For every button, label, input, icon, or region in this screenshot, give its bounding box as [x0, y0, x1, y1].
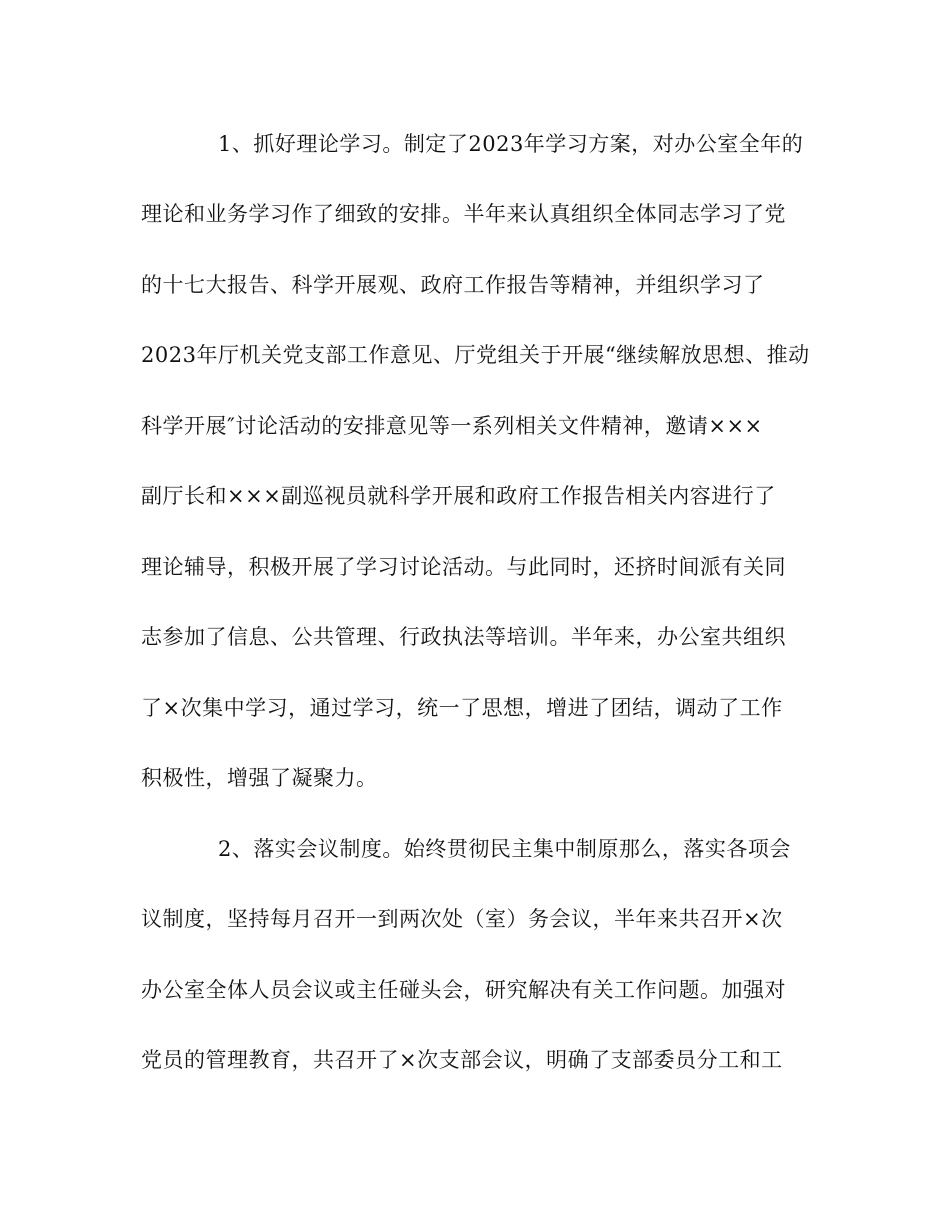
- paragraph-line: 2、落实会议制度。始终贯彻民主集中制原那么，落实各项会: [218, 837, 791, 861]
- paragraph-line: 2023年厅机关党支部工作意见、厅党组关于开展“继续解放思想、推动: [141, 343, 810, 367]
- paragraph-line: 办公室全体人员会议或主任碰头会，研究解决有关工作问题。加强对: [141, 978, 786, 1002]
- paragraph-line: 积极性，增强了凝聚力。: [141, 766, 378, 790]
- paragraph-line: 科学开展″讨论活动的安排意见等一系列相关文件精神，邀请×××: [141, 414, 763, 438]
- paragraph-line: 党员的管理教育，共召开了×次支部会议，明确了支部委员分工和工: [141, 1048, 783, 1072]
- paragraph-line: 理论和业务学习作了细致的安排。半年来认真组织全体同志学习了党: [141, 202, 786, 226]
- paragraph-line: 副厅长和×××副巡视员就科学开展和政府工作报告相关内容进行了: [141, 484, 776, 508]
- paragraph-line: 理论辅导，积极开展了学习讨论活动。与此同时，还挤时间派有关同: [141, 555, 786, 579]
- paragraph-line: 了×次集中学习，通过学习，统一了思想，增进了团结，调动了工作: [141, 696, 783, 720]
- paragraph-line: 议制度，坚持每月召开一到两次处（室）务会议，半年来共召开×次: [141, 907, 783, 931]
- paragraph-line: 志参加了信息、公共管理、行政执法等培训。半年来，办公室共组织: [141, 625, 786, 649]
- paragraph-line: 1、抓好理论学习。制定了2023年学习方案，对办公室全年的: [218, 132, 804, 156]
- paragraph-line: 的十七大报告、科学开展观、政府工作报告等精神，并组织学习了: [141, 273, 765, 297]
